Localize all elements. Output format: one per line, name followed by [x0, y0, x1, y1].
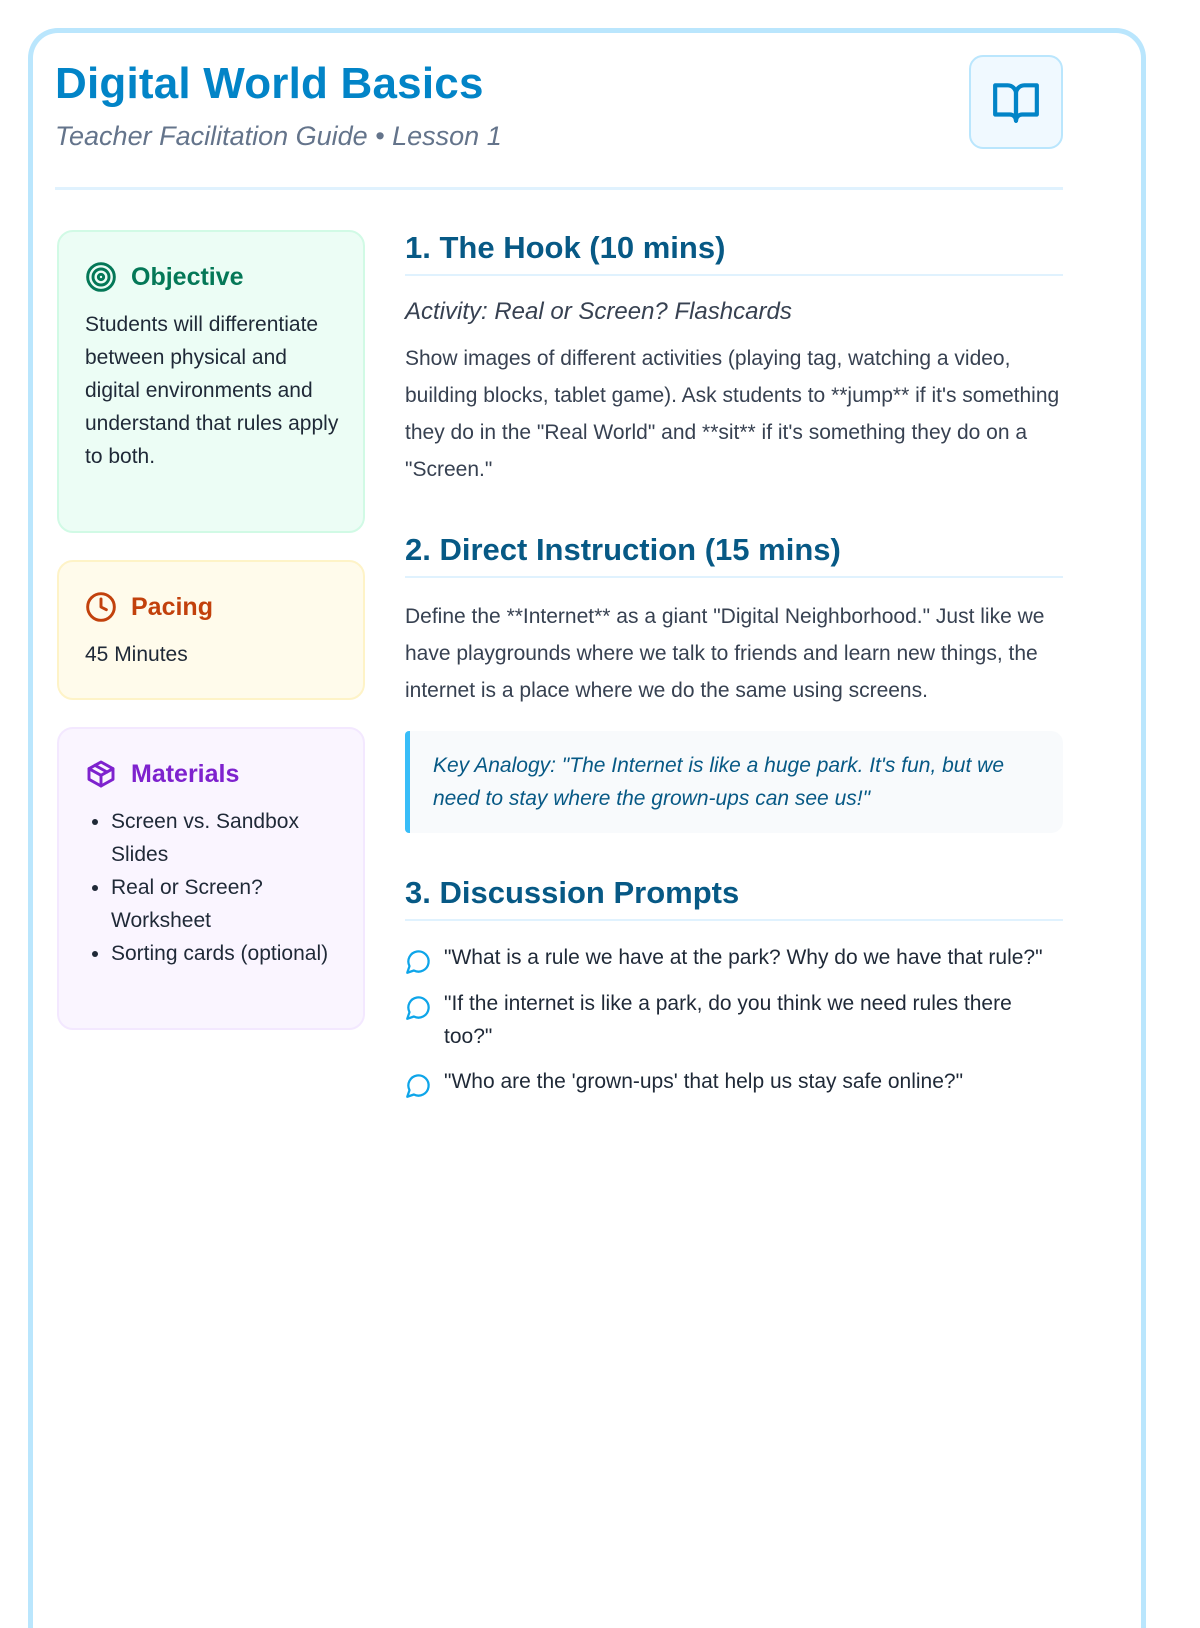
objective-box — [57, 230, 365, 533]
pacing-text: 45 Minutes — [85, 643, 188, 666]
message-circle-icon — [405, 994, 432, 1021]
pacing-header — [85, 590, 339, 624]
materials-item: • Sorting cards (optional) — [111, 937, 339, 970]
materials-title: Materials — [131, 759, 240, 788]
materials-item: • Screen vs. Sandbox Slides — [111, 805, 339, 871]
materials-item: • Real or Screen? Worksheet — [111, 871, 339, 937]
message-circle-icon — [405, 948, 432, 975]
message-circle-icon — [405, 1072, 432, 1099]
list-item — [405, 941, 1063, 975]
section-instruction-heading: 2. Direct Instruction (15 mins) — [405, 532, 1063, 578]
materials-box — [57, 727, 365, 1030]
book-open-icon — [991, 77, 1041, 127]
discussion-prompts-list — [405, 941, 1063, 1099]
pacing-title: Pacing — [131, 592, 213, 621]
section-discussion-heading: 3. Discussion Prompts — [405, 875, 1063, 921]
package-icon — [85, 758, 117, 790]
list-item — [405, 1065, 1063, 1099]
page-title: Digital World Basics — [55, 59, 484, 108]
objective-header — [85, 260, 339, 294]
hook-text: Show images of different activities (playing tag, watching a video, building blocks, tablet game). Ask students to **jump** if it's something they do in the "Real World" and **sit** if it's something they do on a "Screen." — [405, 347, 1060, 481]
book-button[interactable] — [969, 55, 1063, 149]
pacing-box — [57, 560, 365, 700]
discussion-prompt: "If the internet is like a park, do you think we need rules there too?" — [444, 992, 1012, 1048]
objective-title: Objective — [131, 262, 244, 291]
section-hook-heading: 1. The Hook (10 mins) — [405, 230, 1063, 276]
target-icon — [85, 261, 117, 293]
clock-icon — [85, 591, 117, 623]
instruction-text: Define the **Internet** as a giant "Digital Neighborhood." Just like we have playgrounds where we talk to friends and learn new things, the internet is a place where we do the same using screens. — [405, 605, 1045, 702]
materials-list — [85, 805, 339, 970]
objective-text: Students will differentiate between physical and digital environments and understand that rules apply to both. — [85, 313, 339, 468]
discussion-prompt: "What is a rule we have at the park? Why do we have that rule?" — [444, 946, 1043, 969]
key-analogy-callout: Key Analogy: "The Internet is like a huge park. It's fun, but we need to stay where the grown-ups can see us!" — [405, 731, 1063, 833]
page-subtitle: Teacher Facilitation Guide • Lesson 1 — [55, 121, 502, 151]
hook-activity: Activity: Real or Screen? Flashcards — [405, 298, 792, 325]
discussion-prompt: "Who are the 'grown-ups' that help us stay safe online?" — [444, 1070, 964, 1093]
list-item — [405, 987, 1063, 1053]
main-content — [405, 230, 1063, 1111]
materials-header — [85, 757, 339, 791]
header — [55, 55, 1063, 190]
